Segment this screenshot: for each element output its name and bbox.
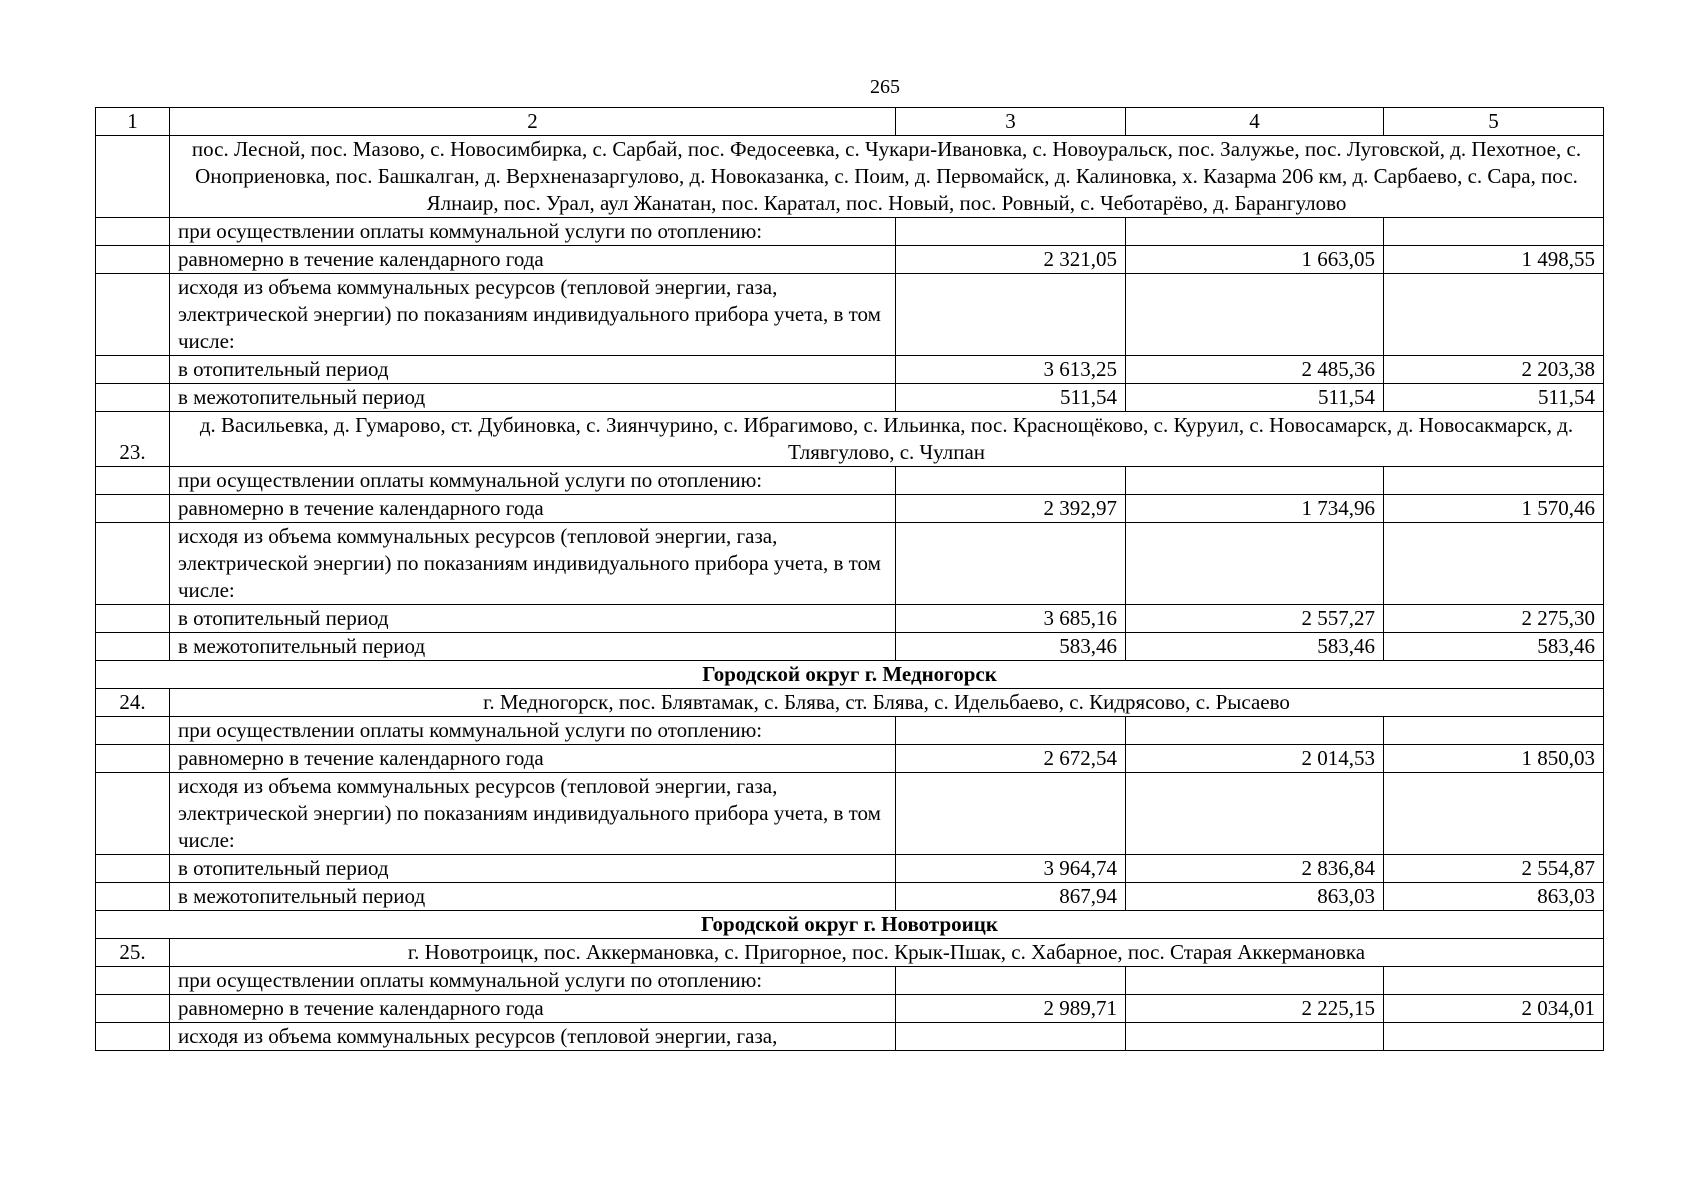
table-row <box>96 1023 1604 1051</box>
table-row <box>96 855 1604 883</box>
value-col-5 <box>1384 1023 1604 1051</box>
value-col-3: 2 672,54 <box>896 745 1126 773</box>
table-row <box>96 246 1604 274</box>
row-number-empty <box>96 523 170 605</box>
row-label: равномерно в течение календарного года <box>170 246 896 274</box>
row-label: исходя из объема коммунальных ресурсов (тепловой энергии, газа, электрической энергии) по показаниям индивидуального прибора учета, в том числе: <box>170 523 896 605</box>
row-number-empty <box>96 246 170 274</box>
table-row <box>96 883 1604 911</box>
value-col-5: 2 275,30 <box>1384 605 1604 633</box>
row-number-empty <box>96 356 170 384</box>
value-col-4 <box>1126 717 1384 745</box>
section-header-row <box>96 911 1604 939</box>
row-label: исходя из объема коммунальных ресурсов (тепловой энергии, газа, электрической энергии) по показаниям индивидуального прибора учета, в том числе: <box>170 274 896 356</box>
value-col-5 <box>1384 773 1604 855</box>
page-number: 265 <box>870 76 900 98</box>
column-header-4: 4 <box>1126 108 1384 136</box>
value-col-3: 511,54 <box>896 384 1126 412</box>
row-number-empty <box>96 717 170 745</box>
row-number-empty <box>96 467 170 495</box>
table-row <box>96 605 1604 633</box>
value-col-4 <box>1126 773 1384 855</box>
settlements-list: г. Медногорск, пос. Блявтамак, с. Блява, ст. Блява, с. Идельбаево, с. Кидрясово, с. Рысаево <box>170 689 1604 717</box>
table-row <box>96 717 1604 745</box>
value-col-3 <box>896 467 1126 495</box>
value-col-4: 1 734,96 <box>1126 495 1384 523</box>
value-col-3: 2 392,97 <box>896 495 1126 523</box>
row-label: равномерно в течение календарного года <box>170 495 896 523</box>
table-row <box>96 523 1604 605</box>
row-label: исходя из объема коммунальных ресурсов (тепловой энергии, газа, электрической энергии) по показаниям индивидуального прибора учета, в том числе: <box>170 773 896 855</box>
table-row <box>96 967 1604 995</box>
row-number-empty <box>96 967 170 995</box>
value-col-4: 1 663,05 <box>1126 246 1384 274</box>
row-number-empty <box>96 274 170 356</box>
row-label: равномерно в течение календарного года <box>170 745 896 773</box>
row-label: при осуществлении оплаты коммунальной услуги по отоплению: <box>170 967 896 995</box>
tariff-table <box>95 107 1604 1051</box>
table-row <box>96 495 1604 523</box>
value-col-3 <box>896 523 1126 605</box>
row-number <box>96 136 170 218</box>
section-title: Городской округ г. Медногорск <box>96 661 1604 689</box>
value-col-4: 583,46 <box>1126 633 1384 661</box>
value-col-3 <box>896 967 1126 995</box>
table-row <box>96 995 1604 1023</box>
value-col-5: 2 203,38 <box>1384 356 1604 384</box>
column-header-2: 2 <box>170 108 896 136</box>
value-col-5 <box>1384 523 1604 605</box>
value-col-5: 1 570,46 <box>1384 495 1604 523</box>
table-row <box>96 633 1604 661</box>
value-col-5: 511,54 <box>1384 384 1604 412</box>
table-row <box>96 467 1604 495</box>
value-col-4: 2 836,84 <box>1126 855 1384 883</box>
value-col-4: 511,54 <box>1126 384 1384 412</box>
table-row <box>96 274 1604 356</box>
value-col-4 <box>1126 1023 1384 1051</box>
value-col-3 <box>896 773 1126 855</box>
table-row <box>96 745 1604 773</box>
row-number-empty <box>96 495 170 523</box>
value-col-5 <box>1384 218 1604 246</box>
column-header-3: 3 <box>896 108 1126 136</box>
settlements-list: г. Новотроицк, пос. Аккермановка, с. Пригорное, пос. Крык-Пшак, с. Хабарное, пос. Старая Аккермановка <box>170 939 1604 967</box>
value-col-4: 863,03 <box>1126 883 1384 911</box>
value-col-4: 2 485,36 <box>1126 356 1384 384</box>
section-header-row <box>96 661 1604 689</box>
row-number-empty <box>96 384 170 412</box>
row-number-empty <box>96 1023 170 1051</box>
settlements-list: пос. Лесной, пос. Мазово, с. Новосимбирка, с. Сарбай, пос. Федосеевка, с. Чукари-Ивановка, с. Новоуральск, пос. Залужье, пос. Луговской, д. Пехотное, с. Оноприеновка, пос. Башкалган, д. Верхненазаргулово, д. Новоказанка, с. Поим, д. Первомайск, д. Калиновка, х. Казарма 206 км, д. Сарбаево, с. Сара, пос. Ялнаир, пос. Урал, аул Жанатан, пос. Каратал, пос. Новый, пос. Ровный, с. Чеботарёво, д. Барангулово <box>170 136 1604 218</box>
table-row <box>96 356 1604 384</box>
value-col-3 <box>896 717 1126 745</box>
row-number-empty <box>96 745 170 773</box>
value-col-4 <box>1126 523 1384 605</box>
value-col-4: 2 225,15 <box>1126 995 1384 1023</box>
value-col-5: 583,46 <box>1384 633 1604 661</box>
table-row <box>96 218 1604 246</box>
settlements-row <box>96 939 1604 967</box>
value-col-3 <box>896 218 1126 246</box>
value-col-4 <box>1126 218 1384 246</box>
row-number: 25. <box>96 939 170 967</box>
row-label: при осуществлении оплаты коммунальной услуги по отоплению: <box>170 218 896 246</box>
value-col-5 <box>1384 274 1604 356</box>
row-number-empty <box>96 218 170 246</box>
row-label: при осуществлении оплаты коммунальной услуги по отоплению: <box>170 467 896 495</box>
row-label: в отопительный период <box>170 855 896 883</box>
value-col-4: 2 014,53 <box>1126 745 1384 773</box>
value-col-5: 1 850,03 <box>1384 745 1604 773</box>
value-col-4 <box>1126 274 1384 356</box>
row-label: в межотопительный период <box>170 633 896 661</box>
column-header-5: 5 <box>1384 108 1604 136</box>
value-col-3 <box>896 1023 1126 1051</box>
value-col-5: 1 498,55 <box>1384 246 1604 274</box>
settlements-row <box>96 412 1604 467</box>
value-col-3 <box>896 274 1126 356</box>
value-col-3: 2 321,05 <box>896 246 1126 274</box>
row-label: равномерно в течение календарного года <box>170 995 896 1023</box>
value-col-3: 867,94 <box>896 883 1126 911</box>
settlements-row <box>96 136 1604 218</box>
row-number-empty <box>96 855 170 883</box>
row-label: при осуществлении оплаты коммунальной услуги по отоплению: <box>170 717 896 745</box>
table-row <box>96 773 1604 855</box>
row-number-empty <box>96 883 170 911</box>
value-col-5: 2 554,87 <box>1384 855 1604 883</box>
row-label: в отопительный период <box>170 356 896 384</box>
row-number-empty <box>96 773 170 855</box>
value-col-5 <box>1384 967 1604 995</box>
settlements-list: д. Васильевка, д. Гумарово, ст. Дубиновка, с. Зиянчурино, с. Ибрагимово, с. Ильинка, пос. Краснощёково, с. Куруил, с. Новосамарск, д. Новосакмарск, д. Тлявгулово, с. Чулпан <box>170 412 1604 467</box>
row-label: в межотопительный период <box>170 883 896 911</box>
row-label: в межотопительный период <box>170 384 896 412</box>
value-col-4: 2 557,27 <box>1126 605 1384 633</box>
row-number: 24. <box>96 689 170 717</box>
value-col-4 <box>1126 967 1384 995</box>
column-header-1: 1 <box>96 108 170 136</box>
row-number-empty <box>96 605 170 633</box>
value-col-3: 2 989,71 <box>896 995 1126 1023</box>
value-col-3: 583,46 <box>896 633 1126 661</box>
value-col-4 <box>1126 467 1384 495</box>
value-col-5 <box>1384 717 1604 745</box>
value-col-3: 3 685,16 <box>896 605 1126 633</box>
row-number-empty <box>96 995 170 1023</box>
row-label: исходя из объема коммунальных ресурсов (тепловой энергии, газа, <box>170 1023 896 1051</box>
section-title: Городской округ г. Новотроицк <box>96 911 1604 939</box>
value-col-5: 2 034,01 <box>1384 995 1604 1023</box>
value-col-3: 3 613,25 <box>896 356 1126 384</box>
settlements-row <box>96 689 1604 717</box>
row-number-empty <box>96 633 170 661</box>
column-number-row <box>96 108 1604 136</box>
value-col-5: 863,03 <box>1384 883 1604 911</box>
table-row <box>96 384 1604 412</box>
row-label: в отопительный период <box>170 605 896 633</box>
row-number: 23. <box>96 412 170 467</box>
value-col-5 <box>1384 467 1604 495</box>
value-col-3: 3 964,74 <box>896 855 1126 883</box>
